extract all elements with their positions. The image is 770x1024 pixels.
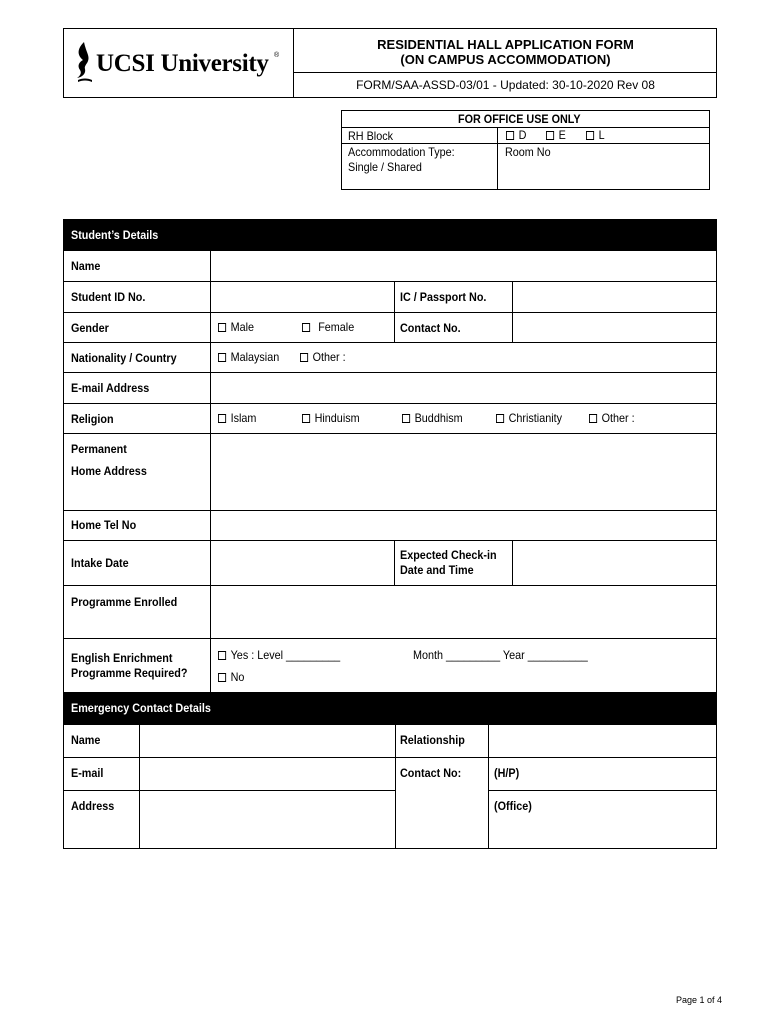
checkin-label-line2: Date and Time <box>400 563 474 577</box>
accommodation-type-label: Accommodation Type: <box>348 145 455 159</box>
checkbox[interactable] <box>218 353 226 362</box>
logo-text: UCSI University <box>96 50 269 77</box>
page-number: Page 1 of 4 <box>675 995 722 1005</box>
contact-no-field[interactable] <box>513 313 716 342</box>
hp-label: (H/P) <box>494 766 520 780</box>
email-field[interactable] <box>211 373 716 403</box>
english-month-year: Month _________ Year __________ <box>413 648 588 662</box>
student-section-bar <box>63 219 717 250</box>
relationship-field[interactable] <box>489 725 716 757</box>
ic-passport-field[interactable] <box>513 282 716 312</box>
hp-field[interactable] <box>530 758 716 790</box>
home-tel-label: Home Tel No <box>71 518 137 532</box>
nationality-other-option[interactable]: Other : <box>300 350 346 364</box>
checkbox[interactable] <box>300 353 308 362</box>
religion-islam-option[interactable]: Islam <box>218 411 256 425</box>
student-details-heading: Student’s Details <box>71 228 159 242</box>
office-use-title: FOR OFFICE USE ONLY <box>458 112 581 126</box>
form-title-line1: RESIDENTIAL HALL APPLICATION FORM <box>377 37 634 52</box>
student-id-label: Student ID No. <box>71 290 146 304</box>
emergency-email-field[interactable] <box>140 758 395 790</box>
emergency-address-field[interactable] <box>140 791 395 848</box>
english-yes-option[interactable]: Yes : Level _________ <box>218 648 340 662</box>
checkbox[interactable] <box>218 673 226 682</box>
ic-passport-label: IC / Passport No. <box>400 290 487 304</box>
checkbox[interactable] <box>218 414 226 423</box>
checkin-field[interactable] <box>513 541 716 585</box>
form-title-line2: (ON CAMPUS ACCOMMODATION) <box>400 52 611 67</box>
office-phone-field[interactable] <box>545 791 716 848</box>
block-option-e[interactable]: E <box>546 128 566 142</box>
home-address-field[interactable] <box>211 434 716 510</box>
nationality-label: Nationality / Country <box>71 351 177 365</box>
block-option-d[interactable]: D <box>506 128 526 142</box>
single-shared-label: Single / Shared <box>348 160 422 174</box>
block-option-l[interactable]: L <box>586 128 605 142</box>
emergency-name-label: Name <box>71 733 101 747</box>
relationship-label: Relationship <box>400 733 465 747</box>
intake-date-label: Intake Date <box>71 556 129 570</box>
emergency-email-label: E-mail <box>71 766 104 780</box>
intake-date-field[interactable] <box>211 541 394 585</box>
office-phone-label: (Office) <box>494 799 532 813</box>
name-label: Name <box>71 259 101 273</box>
emergency-address-label: Address <box>71 799 115 813</box>
checkbox[interactable] <box>496 414 504 423</box>
checkbox[interactable] <box>218 323 226 332</box>
form-code: FORM/SAA-ASSD-03/01 - Updated: 30-10-2020 Rev 08 <box>356 78 655 92</box>
permanent-label: Permanent <box>71 442 127 456</box>
nationality-malaysian-option[interactable]: Malaysian <box>218 350 279 364</box>
checkbox[interactable] <box>302 414 310 423</box>
gender-label: Gender <box>71 321 109 335</box>
emergency-name-field[interactable] <box>140 725 395 757</box>
contact-no-label: Contact No. <box>400 321 461 335</box>
emergency-contact-label: Contact No: <box>400 766 462 780</box>
emergency-heading: Emergency Contact Details <box>71 701 211 715</box>
checkin-label-line1: Expected Check-in <box>400 548 497 562</box>
registered-mark: ® <box>274 52 280 59</box>
programme-field[interactable] <box>211 586 716 638</box>
religion-hinduism-option[interactable]: Hinduism <box>302 411 360 425</box>
english-label-line1: English Enrichment <box>71 651 173 665</box>
english-no-option[interactable]: No <box>218 670 244 684</box>
religion-christianity-option[interactable]: Christianity <box>496 411 562 425</box>
checkbox[interactable] <box>218 651 226 660</box>
gender-female-option[interactable]: Female <box>302 320 354 334</box>
room-no-label: Room No <box>505 145 551 159</box>
home-address-label: Home Address <box>71 464 147 478</box>
checkbox[interactable] <box>302 323 310 332</box>
name-field[interactable] <box>211 251 716 281</box>
checkbox[interactable] <box>402 414 410 423</box>
gender-male-option[interactable]: Male <box>218 320 254 334</box>
religion-label: Religion <box>71 412 114 426</box>
religion-buddhism-option[interactable]: Buddhism <box>402 411 463 425</box>
student-id-field[interactable] <box>211 282 394 312</box>
email-label: E-mail Address <box>71 381 150 395</box>
rh-block-label: RH Block <box>348 129 394 143</box>
religion-other-option[interactable]: Other : <box>589 411 635 425</box>
programme-label: Programme Enrolled <box>71 595 178 609</box>
english-label-line2: Programme Required? <box>71 666 188 680</box>
home-tel-field[interactable] <box>211 511 716 540</box>
checkbox[interactable] <box>589 414 597 423</box>
